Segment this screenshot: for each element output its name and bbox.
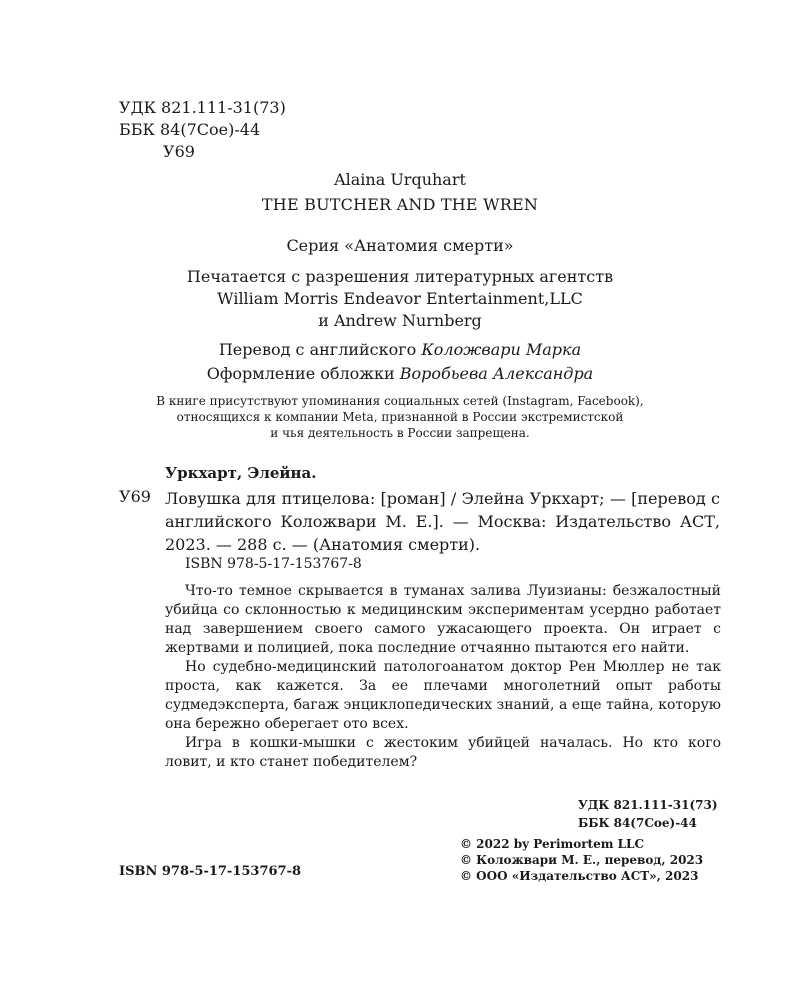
notice-line: и чья деятельность в России запрещена. [270,426,530,440]
notice-line: относящихся к компании Meta, признанной в России экстремистской [176,410,624,424]
copyright-line: © ООО «Издательство АСТ», 2023 [460,869,699,883]
copyright-line: © Коложвари М. Е., перевод, 2023 [460,853,704,867]
rights-statement [0,266,800,332]
rights-line: William Morris Endeavor Entertainment,LLC [217,289,583,308]
original-author: Alaina Urquhart [334,170,466,189]
cover-designer-name: Воробьева Александра [399,364,594,383]
bbk-code-bottom: ББК 84(7Сое)-44 [578,816,697,830]
annotation-paragraph: Но судебно-медицинский патологоанатом доктор Рен Мюллер не так проста, как кажется. За ее плечами многолетний опыт работы судмедэксперта, багаж энциклопедических знаний, а еще тайна, которую она бережно оберегает ото всех. [165,659,721,732]
social-media-notice [0,393,800,441]
cover-label: Оформление обложки [206,364,400,383]
translation-credit [0,338,800,362]
udk-code-bottom: УДК 821.111-31(73) [578,798,718,812]
copyright-line: © 2022 by Perimortem LLC [460,837,645,851]
catalog-heading: Уркхарт, Элейна. [165,464,317,482]
udk-code: УДК 821.111-31(73) [119,98,286,117]
translation-label: Перевод с английского [218,340,422,359]
bbk-code: ББК 84(7Сое)-44 [119,120,261,139]
author-mark: У69 [163,142,195,161]
catalog-author-mark: У69 [119,487,151,506]
annotation-paragraph: Игра в кошки-мышки с жестоким убийцей началась. Но кто кого ловит, и кто станет победителем? [165,735,721,770]
copyright-block [460,836,703,884]
top-classification-codes [119,97,286,163]
cover-credit [0,362,800,386]
isbn-bottom: ISBN 978-5-17-153767-8 [119,864,302,879]
notice-line: В книге присутствуют упоминания социальных сетей (Instagram, Facebook), [156,394,644,408]
translator-name: Коложвари Марка [421,340,582,359]
credits [0,338,800,386]
bottom-classification-codes [578,796,718,832]
series-name: Серия «Анатомия смерти» [286,236,514,255]
original-title: THE BUTCHER AND THE WREN [261,195,539,214]
annotation-paragraph: Что-то темное скрывается в туманах залива Луизианы: безжалостный убийца со склонностью к медицинским экспериментам усердно работает над завершением своего самого ужасающего проекта. Он играет с жертвами и полицией, пока последние отчаянно пытаются его найти. [165,583,721,656]
annotation [165,582,721,772]
rights-line: и Andrew Nurnberg [318,311,482,330]
catalog-isbn: ISBN 978-5-17-153767-8 [185,556,362,572]
rights-line: Печатается с разрешения литературных агентств [186,267,614,286]
catalog-description: Ловушка для птицелова: [роман] / Элейна Уркхарт; — [перевод с английского Коложвари М. Е.]. — Москва: Издательство АСТ, 2023. — 288 с. — (Анатомия смерти). [165,489,720,554]
